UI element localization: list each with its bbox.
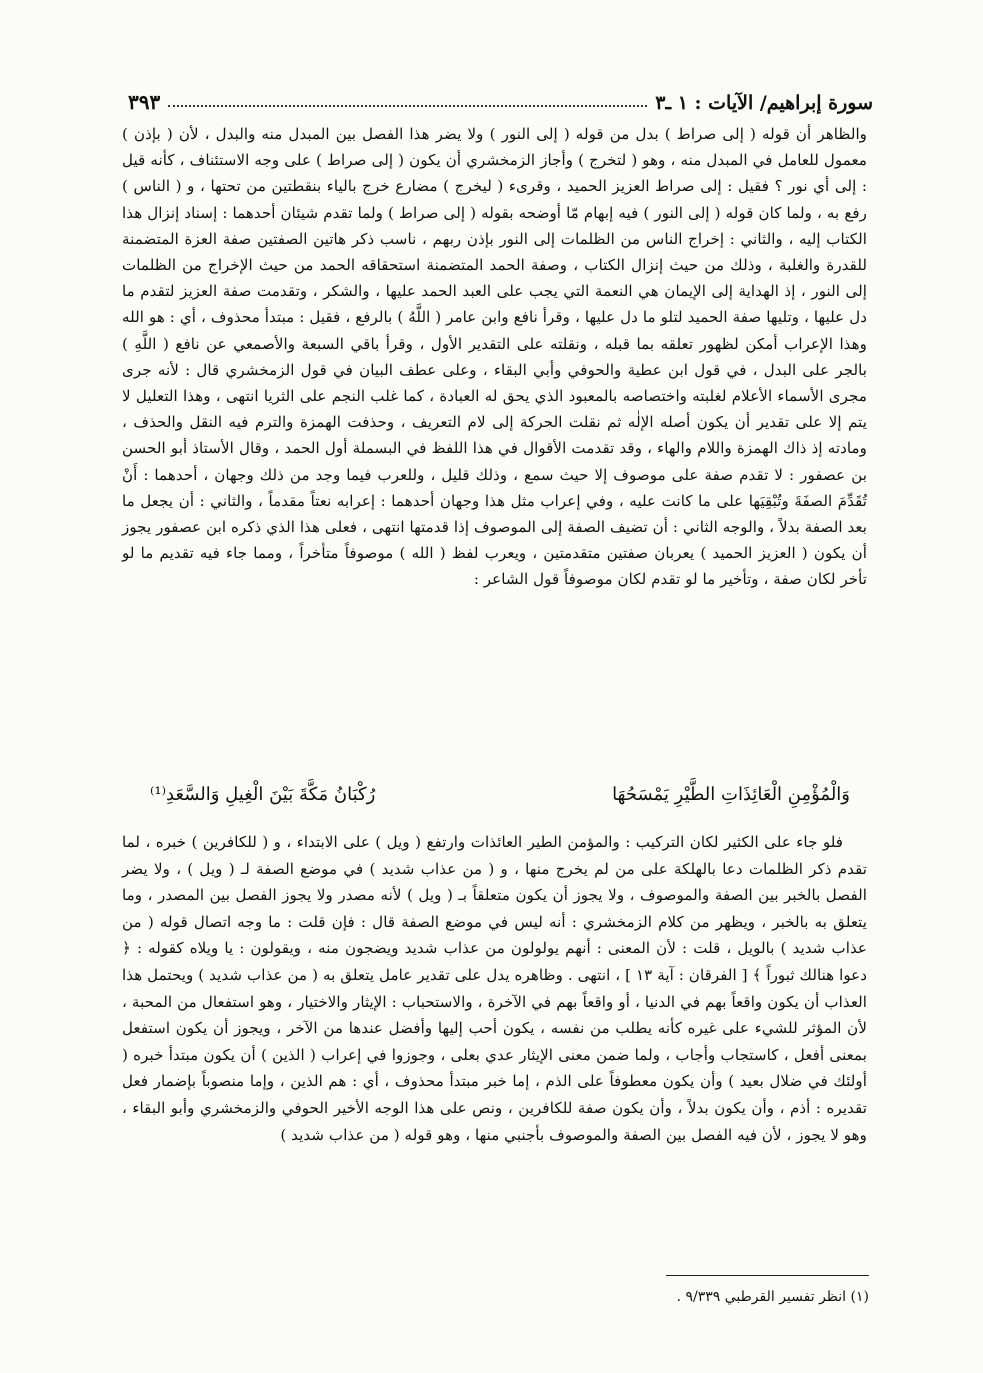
main-text-block-2 [122, 829, 867, 1148]
footnote: (١) انظر تفسير القرطبي ٩/٣٣٩ . [676, 1289, 869, 1305]
verse-second-hemistich: رُكْبَانُ مَكَّةَ بَيْنَ الْغِيلِ وَالسَّعَدِ⁽¹⁾ [150, 784, 376, 805]
verse-first-hemistich: وَالْمُؤْمِنِ الْعَائِذَاتِ الطَّيْرِ يَمْسَحُهَا [612, 784, 850, 805]
poetry-verse [150, 778, 850, 812]
main-text-block-1 [122, 121, 867, 593]
page-header [128, 84, 873, 114]
footnote-divider [666, 1275, 869, 1276]
page-number: ٣٩٣ [128, 90, 161, 114]
dotted-leader [168, 105, 647, 107]
paragraph-2: فلو جاء على الكثير لكان التركيب : والمؤمن الطير العائذات وارتفع ( ويل ) على الابتداء ، و ( للكافرين ) خبره ، لما تقدم ذكر الظلمات دعا بالهلكة على من لم يخرج منها ، و ( من عذاب شديد ) في موضع الصفة لـ ( ويل ) ، ولا يضر الفصل بالخبر بين الصفة والموصوف ، ولا يجوز أن يكون متعلقاً بـ ( ويل ) لأنه مصدر ولا يجوز الفصل بين المصدر ، وما يتعلق به بالخبر ، ويظهر من كلام الزمخشري : أنه ليس في موضع الصفة قال : فإن قلت : ما وجه اتصال قوله ( من عذاب شديد ) بالويل ، قلت : لأن المعنى : أنهم يولولون من عذاب شديد ويضجون منه ، ويقولون : يا ويلاه كقوله : ﴿ دعوا هنالك ثبوراً ﴾ [ الفرقان : آية ١٣ ] ، انتهى . وظاهره يدل على تقدير عامل يتعلق به ( من عذاب شديد ) ويحتمل هذا العذاب أن يكون واقعاً بهم في الدنيا ، أو واقعاً بهم في الآخرة ، والاستحباب : الإيثار والاختيار ، وهو استفعال من المحبة ، لأن المؤثر للشيء على غيره كأنه يطلب من نفسه ، يكون أحب إليها وأفضل عندها من الآخر ، ويجوز أن يكون استفعل بمعنى أفعل ، كاستجاب وأجاب ، ولما ضمن معنى الإيثار عدي بعلى ، وجوزوا في إعراب ( الذين ) أن يكون مبتدأ خبره ( أولئك في ضلال بعيد ) وأن يكون معطوفاً على الذم ، إما خبر مبتدأ محذوف ، أي : هم الذين ، وإما منصوباً بإضمار فعل تقديره : أذم ، وأن يكون بدلاً ، وأن يكون صفة للكافرين ، ونص على هذا الوجه الأخير الحوفي والزمخشري وأبو البقاء ، وهو لا يجوز ، لأن فيه الفصل بين الصفة والموصوف بأجنبي منها ، وهو قوله ( من عذاب شديد ) [122, 833, 867, 1144]
running-title: سورة إبراهيم/ الآيات : ١ ـ٣ [655, 92, 873, 114]
paragraph-1: والظاهر أن قوله ( إلى صراط ) بدل من قوله ( إلى النور ) ولا يضر هذا الفصل بين المبدل منه والبدل ، لأن ( بإذن ) معمول للعامل في المبدل منه ، وهو ( لتخرج ) وأجاز الزمخشري أن يكون ( إلى صراط ) على وجه الاستئناف ، كأنه قيل : إلى أي نور ؟ فقيل : إلى صراط العزيز الحميد ، وقرىء ( ليخرج ) مضارع خرج بالياء بنقطتين من تحتها ، و ( الناس ) رفع به ، ولما كان قوله ( إلى النور ) فيه إبهام مّا أوضحه بقوله ( إلى صراط ) ولما تقدم شيئان أحدهما : إسناد إنزال هذا الكتاب إليه ، والثاني : إخراج الناس من الظلمات إلى النور بإذن ربهم ، ناسب ذكر هاتين الصفتين صفة العزة المتضمنة للقدرة والغلبة ، وذلك من حيث إنزال الكتاب ، وصفة الحمد المتضمنة استحقاقه الحمد من حيث الإخراج من الظلمات إلى النور ، إذ الهداية إلى الإيمان هي النعمة التي يجب على العبد الحمد عليها ، والشكر ، وتقدمت صفة العزيز لتقدم ما دل عليها ، وتليها صفة الحميد لتلو ما دل عليها ، وقرأ نافع وابن عامر ( اللَّهُ ) بالرفع ، فقيل : مبتدأ محذوف ، أي : هو الله وهذا الإعراب أمكن لظهور تعلقه بما قبله ، ونقلته على التقدير الأول ، وقرأ باقي السبعة والأصمعي عن نافع ( اللَّهِ ) بالجر على البدل ، في قول ابن عطية والحوفي وأبي البقاء ، وعلى عطف البيان في قول الزمخشري قال : لأنه جرى مجرى الأسماء الأعلام لغلبته واختصاصه بالمعبود الذي يحق له العبادة ، كما غلب النجم على الثريا انتهى ، وهذا التعليل لا يتم إلا على تقدير أن يكون أصله الإلٰه ثم نقلت الحركة إلى لام التعريف ، وحذفت الهمزة والترم فيه النقل والحذف ، ومادته إذ ذاك الهمزة واللام والهاء ، وقد تقدمت الأقوال في هذا اللفظ في البسملة أول الحمد ، وقال الأستاذ أبو الحسن بن عصفور : لا تقدم صفة على موصوف إلا حيث سمع ، وذلك قليل ، وللعرب فيما وجد من ذلك وجهان ، أحدهما : أَنْ تُقَدِّمَ الصفَةَ وتُبْقِيَها على ما كانت عليه ، وفي إعراب مثل هذا وجهان أحدهما : إعرابه نعتاً مقدماً ، والثاني : أن يجعل ما بعد الصفة بدلاً ، والوجه الثاني : أن تضيف الصفة إلى الموصوف إذا قدمتها انتهى ، فعلى هذا الذي ذكره ابن عصفور يجوز أن يكون ( العزيز الحميد ) يعربان صفتين متقدمتين ، ويعرب لفظ ( الله ) موصوفاً متأخراً ، ومما جاء فيه تقديم ما لو تأخر لكان صفة ، وتأخير ما لو تقدم لكان موصوفاً قول الشاعر : [122, 125, 867, 589]
